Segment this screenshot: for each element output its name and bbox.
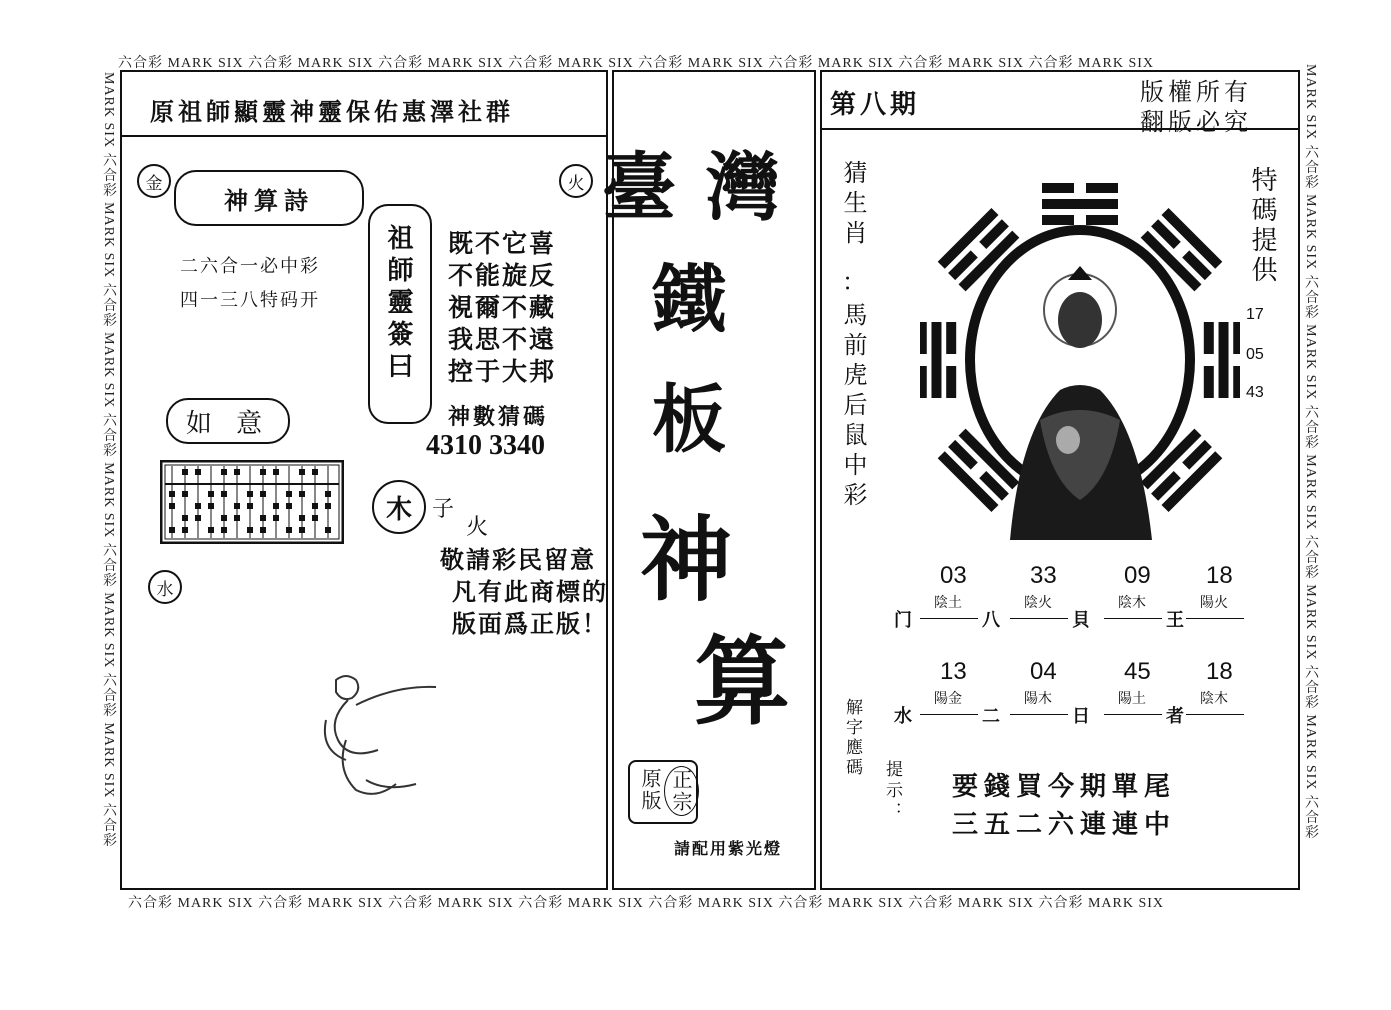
zodiac-text: 馬前虎后鼠中彩 (839, 302, 867, 512)
row-element-attr: 陰土 (934, 595, 962, 611)
decode-label: 解字應碼 (842, 698, 862, 778)
row-lead-char: 门 (894, 610, 912, 631)
left-header: 原祖師顯靈神靈保佑惠澤社群 (150, 97, 514, 126)
special-number-3: 43 (1246, 384, 1264, 401)
dancer-illustration (296, 660, 476, 810)
row-underline (1186, 618, 1244, 619)
row-underline (1010, 714, 1068, 715)
row-trail-char: 王 (1166, 610, 1184, 631)
verse-row: 我思不遠 (448, 325, 557, 354)
row-trail-char: 貝 (1072, 610, 1090, 631)
title-char-tie: 鐵 (652, 257, 726, 343)
row-trail-char: 者 (1166, 706, 1184, 727)
copyright-line-2: 翻版必究 (1140, 108, 1252, 136)
row-number: 09 (1124, 562, 1151, 589)
border-top-text: 六合彩 MARK SIX 六合彩 MARK SIX 六合彩 MARK SIX 六合彩 MARK SIX 六合彩 MARK SIX 六合彩 MARK SIX 六合彩 MARK SIX 六合彩 MARK SIX (118, 56, 1155, 71)
ruyi-label: 如 意 (166, 398, 290, 444)
element-water: 水 (148, 570, 182, 604)
row-element-attr: 陽土 (1118, 691, 1146, 707)
verse-row: 既不它喜 (448, 229, 557, 258)
row-element-attr: 陽木 (1024, 691, 1052, 707)
row-element-attr: 陰木 (1118, 595, 1146, 611)
stamp-right: 正宗 (664, 766, 699, 816)
title-char-tai: 臺 (602, 145, 676, 231)
stamp-left: 原版 (638, 768, 662, 812)
row-element-attr: 陰木 (1200, 691, 1228, 707)
copyright-line-1: 版權所有 (1140, 78, 1252, 106)
row-lead-char: 水 (894, 706, 912, 727)
notice-line-3: 版面爲正版！ (452, 609, 608, 638)
zodiac-colon: ： (842, 268, 866, 296)
poem-line-1: 二六合一必中彩 (180, 256, 320, 277)
border-right-text: MARK SIX 六合彩 MARK SIX 六合彩 MARK SIX 六合彩 MARK SIX 六合彩 MARK SIX 六合彩 MARK SIX 六合彩 (1303, 64, 1318, 840)
row-underline (1186, 714, 1244, 715)
hint-line-1: 要錢買今期單尾 (952, 772, 1177, 802)
row-element-attr: 陽火 (1200, 595, 1228, 611)
border-left-text: MARK SIX 六合彩 MARK SIX 六合彩 MARK SIX 六合彩 MARK SIX 六合彩 MARK SIX 六合彩 MARK SIX 六合彩 (101, 72, 116, 848)
title-char-shen: 神 (640, 506, 733, 614)
poem-line-2: 四一三八特码开 (180, 290, 320, 311)
guess-label: 神數猜碼 (448, 404, 549, 430)
guess-numbers: 4310 3340 (426, 430, 545, 461)
special-number-2: 05 (1246, 346, 1264, 363)
row-number: 18 (1206, 562, 1233, 589)
notice-line-1: 敬請彩民留意 (440, 545, 596, 574)
row-underline (920, 618, 978, 619)
master-label: 祖師靈簽曰 (383, 224, 413, 384)
left-header-divider (122, 135, 606, 137)
row-underline (1010, 618, 1068, 619)
row-underline (1104, 714, 1162, 715)
zi-label: 子 (432, 497, 455, 522)
verse-row: 控于大邦 (448, 357, 557, 386)
abacus-image (160, 460, 344, 544)
issue-label: 第八期 (830, 90, 921, 120)
zodiac-label: 猜生肖 (839, 160, 867, 250)
verse-row: 視爾不藏 (448, 293, 557, 322)
notice-line-2: 凡有此商標的 (452, 577, 608, 606)
row-number: 33 (1030, 562, 1057, 589)
row-number: 18 (1206, 658, 1233, 685)
verse-block (448, 228, 556, 388)
row-element-attr: 陽金 (934, 691, 962, 707)
hint-label: 提示： (882, 760, 902, 823)
huo-label: 火 (466, 515, 489, 540)
middle-footer: 請配用紫光燈 (674, 839, 783, 858)
element-fire: 火 (559, 164, 593, 198)
row-trail-char: 二 (982, 706, 1000, 727)
row-underline (920, 714, 978, 715)
row-number: 13 (940, 658, 967, 685)
hint-line-2: 三五二六連連中 (952, 810, 1177, 840)
special-label: 特碼提供 (1247, 166, 1277, 286)
bagua-deity-image (920, 160, 1240, 560)
row-number: 04 (1030, 658, 1057, 685)
element-metal: 金 (137, 164, 171, 198)
poem-title: 神算詩 (174, 170, 364, 226)
title-char-suan: 算 (694, 625, 790, 738)
border-bottom-text: 六合彩 MARK SIX 六合彩 MARK SIX 六合彩 MARK SIX 六合彩 MARK SIX 六合彩 MARK SIX 六合彩 MARK SIX 六合彩 MARK SIX 六合彩 MARK SIX (128, 896, 1165, 911)
row-number: 03 (940, 562, 967, 589)
special-number-1: 17 (1246, 306, 1264, 323)
row-element-attr: 陰火 (1024, 595, 1052, 611)
element-wood: 木 (372, 480, 426, 534)
verse-row: 不能旋反 (448, 261, 557, 290)
title-char-wan: 灣 (706, 145, 780, 231)
row-trail-char: 日 (1072, 706, 1090, 727)
row-underline (1104, 618, 1162, 619)
title-char-ban: 板 (652, 377, 726, 463)
row-trail-char: 八 (982, 610, 1000, 631)
row-number: 45 (1124, 658, 1151, 685)
